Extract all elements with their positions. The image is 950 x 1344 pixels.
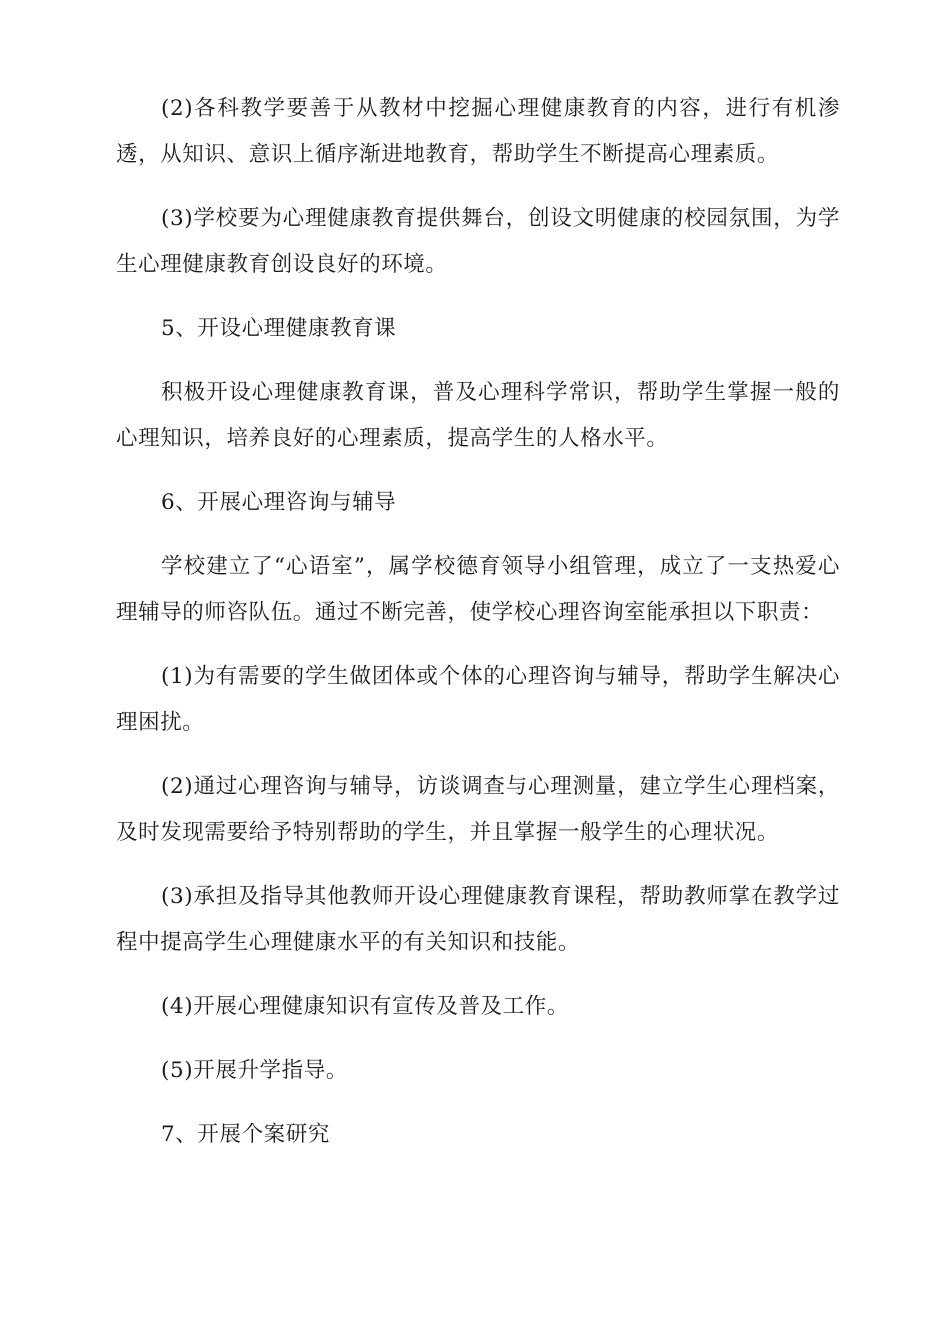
paragraph-duty-3: (3)承担及指导其他教师开设心理健康教育课程，帮助教师掌在教学过程中提高学生心理健康水平的有关知识和技能。	[116, 884, 840, 955]
section-heading-7: 7、开展个案研究	[161, 1122, 330, 1147]
section-heading-5: 5、开设心理健康教育课	[161, 316, 397, 341]
section-heading-6: 6、开展心理咨询与辅导	[161, 490, 397, 515]
paragraph-item-3-school-stage: (3)学校要为心理健康教育提供舞台，创设文明健康的校园氛围，为学生心理健康教育创设良好的环境。	[116, 206, 840, 277]
paragraph-duty-4: (4)开展心理健康知识有宣传及普及工作。	[161, 994, 569, 1019]
paragraph-item-2-subject-teaching: (2)各科教学要善于从教材中挖掘心理健康教育的内容，进行有机渗透，从知识、意识上循序渐进地教育，帮助学生不断提高心理素质。	[116, 96, 840, 167]
document-body	[116, 86, 840, 1176]
paragraph-duty-5: (5)开展升学指导。	[161, 1058, 348, 1083]
paragraph-counseling-room: 学校建立了“心语室”，属学校德育领导小组管理，成立了一支热爱心理辅导的师咨队伍。通过不断完善，使学校心理咨询室能承担以下职责：	[116, 554, 840, 625]
paragraph-course-description: 积极开设心理健康教育课，普及心理科学常识，帮助学生掌握一般的心理知识，培养良好的心理素质，提高学生的人格水平。	[116, 380, 840, 451]
paragraph-duty-2: (2)通过心理咨询与辅导，访谈调查与心理测量，建立学生心理档案，及时发现需要给予特别帮助的学生，并且掌握一般学生的心理状况。	[116, 774, 840, 845]
paragraph-duty-1: (1)为有需要的学生做团体或个体的心理咨询与辅导，帮助学生解决心理困扰。	[116, 664, 840, 735]
